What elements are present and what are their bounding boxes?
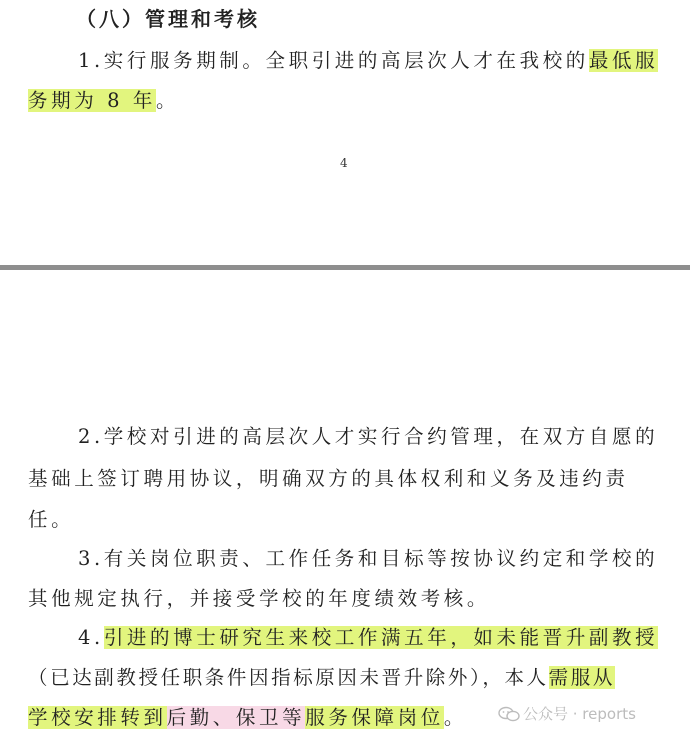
page-separator <box>0 265 690 270</box>
wechat-icon <box>498 706 520 722</box>
paragraph-4-text: （已达副教授任职条件因指标原因未晋升除外），本人 <box>28 666 549 689</box>
watermark <box>498 703 636 724</box>
document-page-upper <box>0 0 690 265</box>
paragraph-3-line-2: 其他规定执行，并接受学校的年度绩效考核。 <box>28 587 491 610</box>
highlight-min-service: 最低服 <box>588 49 659 72</box>
highlight-phd-five-years: 引进的博士研究生来校工作满五年，如未能晋升副教授 <box>103 626 659 649</box>
highlight-service-posts: 服务保障岗位 <box>305 706 444 729</box>
paragraph-2-line-2: 基础上签订聘用协议，明确双方的具体权利和义务及违约责 <box>28 467 629 490</box>
paragraph-1-line-1 <box>78 46 658 76</box>
paragraph-4-number: 4. <box>78 626 104 649</box>
paragraph-4-line-2 <box>28 663 615 693</box>
section-heading: （八）管理和考核 <box>76 7 260 31</box>
paragraph-1-end: 。 <box>156 89 180 112</box>
paragraph-1-text: 1.实行服务期制。全职引进的高层次人才在我校的 <box>78 49 589 72</box>
highlight-logistics-security: 后勤、保卫等 <box>166 706 306 729</box>
paragraph-2-line-3: 任。 <box>28 508 75 531</box>
highlight-must-obey: 需服从 <box>548 666 615 689</box>
paragraph-4-end: 。 <box>443 706 467 729</box>
highlight-school-arrange: 学校安排转到 <box>28 706 167 729</box>
highlight-service-period: 务期为 8 年 <box>28 89 157 112</box>
watermark-text: 公众号 · reports <box>523 705 636 723</box>
paragraph-3-line-1: 3.有关岗位职责、工作任务和目标等按协议约定和学校的 <box>78 547 659 570</box>
paragraph-4-line-3 <box>28 703 467 733</box>
paragraph-1-line-2 <box>28 86 179 116</box>
paragraph-4-line-1 <box>78 623 658 653</box>
page-number: 4 <box>340 156 348 170</box>
paragraph-2-line-1: 2.学校对引进的高层次人才实行合约管理，在双方自愿的 <box>78 425 659 448</box>
